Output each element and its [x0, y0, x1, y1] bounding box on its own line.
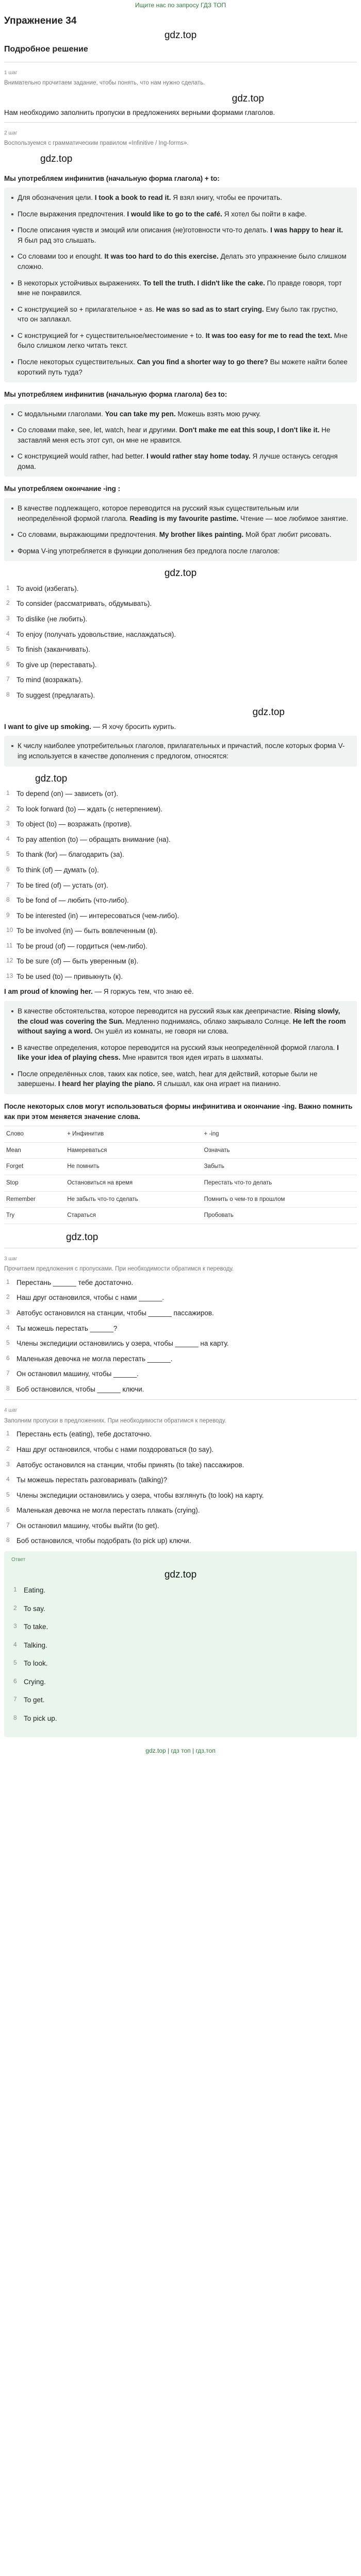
- rule-example: Don't make me eat this soup, I don't like it.: [179, 426, 320, 434]
- item-number: 10: [6, 926, 13, 934]
- rule-text: Для обозначения цели.: [18, 194, 95, 202]
- footer-link[interactable]: гдз топ: [171, 1747, 191, 1754]
- rule-example: Can you find a shorter way to go there?: [137, 358, 268, 366]
- exercise-item: [6, 1293, 357, 1303]
- item-number: 5: [6, 645, 10, 653]
- exercise-item: [6, 1384, 357, 1395]
- rule-block: [4, 404, 357, 477]
- rule-example: He left the room without saying a word.: [18, 1017, 346, 1036]
- rule-list: [11, 193, 350, 377]
- footer: gdz.top | гдз топ | гдз.топ: [145, 1747, 216, 1754]
- rule-item: [11, 225, 350, 245]
- watermark: gdz.top: [40, 154, 73, 165]
- rule-example: It was too easy for me to read the text.: [205, 331, 332, 340]
- watermark: gdz.top: [164, 568, 197, 579]
- item-text: To pick up.: [24, 1714, 57, 1722]
- item-text: To look.: [24, 1659, 48, 1668]
- rule-list: [11, 409, 350, 472]
- item-text: To be fond of — любить (что-либо).: [17, 896, 129, 905]
- rule-item: [11, 1043, 350, 1063]
- exercise-item: [6, 1338, 357, 1349]
- item-text: To take.: [24, 1623, 48, 1631]
- item-number: 9: [6, 911, 10, 919]
- item-number: 5: [6, 1490, 10, 1498]
- rule-translation: Вы можете найти более короткий путь туда?: [18, 358, 348, 376]
- rule-list: [11, 1006, 350, 1089]
- item-text: Crying.: [24, 1677, 46, 1686]
- table-body: [4, 1142, 357, 1224]
- rule-text: С конструкцией would rather, had better.: [18, 452, 147, 461]
- item-number: 1: [6, 1278, 10, 1285]
- exercise-list: [6, 1278, 357, 1395]
- item-number: 2: [6, 804, 10, 812]
- rule-list: [11, 741, 350, 761]
- example-english: I want to give up smoking.: [4, 722, 91, 731]
- rule-text: Со словами make, see, let, watch, hear и другими.: [18, 426, 179, 434]
- filled-exercise-item: [6, 1505, 357, 1516]
- rule-item: [11, 193, 350, 203]
- item-number: 2: [6, 1293, 10, 1301]
- verb-item: [6, 675, 357, 685]
- exercise-item: [6, 1354, 357, 1364]
- rule-example: To tell the truth. I didn't like the cake.: [143, 279, 265, 287]
- verb-item: [6, 850, 357, 860]
- rule-translation: Я был рад это слышать.: [18, 236, 96, 244]
- rule-block: [4, 1001, 357, 1094]
- item-number: 4: [6, 630, 10, 637]
- page-title: Упражнение 34: [4, 15, 77, 27]
- rule-example: You can take my pen.: [105, 410, 176, 418]
- rule-example: He was so sad as to start crying.: [156, 305, 264, 313]
- item-text: To thank (for) — благодарить (за).: [17, 851, 124, 859]
- rule-item: [11, 331, 350, 351]
- item-number: 6: [6, 1506, 10, 1514]
- rule-example: I would like to go to the café.: [127, 210, 222, 218]
- filled-exercise-item: [6, 1460, 357, 1470]
- table-cell: Пробовать: [202, 1208, 357, 1224]
- item-text: Боб остановился, чтобы подобрать (to pick up) ключи.: [17, 1537, 191, 1545]
- rule-translation: Медленно поднимаясь, облако закрывало Солнце.: [124, 1017, 293, 1025]
- filled-exercise-item: [6, 1475, 357, 1485]
- rule-item: [11, 251, 350, 272]
- table-cell: Намереваться: [65, 1142, 202, 1159]
- answer-label: Ответ: [11, 1556, 26, 1563]
- rule-translation: Я слышал, как она играет на пианино.: [155, 1080, 281, 1088]
- table-row: [4, 1191, 357, 1208]
- rule-text: Со словами, выражающими предпочтения.: [18, 531, 159, 539]
- item-text: To look forward (to) — ждать (с нетерпением).: [17, 805, 163, 813]
- item-number: 5: [6, 1339, 10, 1347]
- filled-exercise-item: [6, 1521, 357, 1531]
- verb-item: [6, 584, 357, 594]
- verb-item: [6, 804, 357, 815]
- rule-example: I was happy to hear it.: [270, 226, 343, 234]
- rule-text: В качестве обстоятельства, которое переводится на русский язык как деепричастие.: [18, 1007, 294, 1015]
- rule-text: С конструкцией for + существительное/местоимение + to.: [18, 331, 206, 340]
- step-label: 3 шаг: [4, 1256, 18, 1262]
- item-number: 6: [13, 1677, 17, 1685]
- section-heading: После некоторых слов могут использоваться формы инфинитива и окончание -ing. Важно помнить как при этом меняется значение слова.: [4, 1102, 353, 1121]
- verb-item: [6, 895, 357, 906]
- step-2: [4, 122, 357, 1245]
- item-number: 4: [6, 1476, 10, 1483]
- rule-item: [11, 530, 350, 540]
- step-1: [4, 62, 357, 118]
- rule-block: [4, 188, 357, 382]
- item-number: 1: [13, 1586, 17, 1594]
- item-text: To be sure (of) — быть уверенным (в).: [17, 957, 139, 965]
- item-text: To be involved (in) — быть вовлеченным (в).: [17, 927, 158, 935]
- item-number: 13: [6, 972, 13, 979]
- item-number: 4: [13, 1640, 17, 1648]
- item-number: 12: [6, 957, 13, 964]
- watermark: gdz.top: [66, 1232, 99, 1243]
- rule-item: [11, 425, 350, 445]
- verb-list: [6, 584, 357, 701]
- verb-item: [6, 660, 357, 670]
- item-number: 11: [6, 941, 13, 949]
- rule-translation: Чтение — мое любимое занятие.: [238, 514, 348, 522]
- item-text: Talking.: [24, 1641, 47, 1649]
- verb-meaning-table: [4, 1126, 357, 1224]
- table-cell: Не забыть что-то сделать: [65, 1191, 202, 1208]
- item-text: Наш друг остановился, чтобы с нами поздороваться (to say).: [17, 1446, 214, 1454]
- item-text: Ты можешь перестать разговаривать (talking)?: [17, 1476, 168, 1484]
- item-number: 3: [6, 1308, 10, 1316]
- table-cell: Помнить о чем-то в прошлом: [202, 1191, 357, 1208]
- item-number: 7: [6, 675, 10, 683]
- step-label: 4 шаг: [4, 1408, 18, 1414]
- rule-translation: Можешь взять мою ручку.: [175, 410, 261, 418]
- item-number: 3: [13, 1622, 17, 1630]
- rule-translation: Я хотел бы пойти в кафе.: [222, 210, 307, 218]
- item-number: 7: [6, 1369, 10, 1377]
- watermark: gdz.top: [252, 707, 285, 718]
- item-text: To depend (on) — зависеть (от).: [17, 790, 119, 798]
- item-number: 2: [13, 1604, 17, 1612]
- rule-example: It was too hard to do this exercise.: [104, 252, 219, 261]
- step-label: 1 шаг: [4, 70, 18, 76]
- rule-item: [11, 451, 350, 471]
- rule-item: [11, 1069, 350, 1089]
- rule-item: [11, 546, 350, 556]
- step-text: Нам необходимо заполнить пропуски в предложениях верными формами глаголов.: [4, 109, 275, 117]
- answer-item: [13, 1640, 350, 1651]
- item-text: Eating.: [24, 1586, 46, 1595]
- item-number: 8: [6, 1384, 10, 1392]
- item-text: To be interested (in) — интересоваться (чем-либо).: [17, 911, 179, 920]
- item-number: 6: [6, 1354, 10, 1362]
- answer-block: [4, 1551, 357, 1737]
- rule-translation: Мне нравится твоя идея играть в шахматы.: [120, 1054, 264, 1062]
- filled-exercise-item: [6, 1445, 357, 1455]
- section-heading: Мы употребляем окончание -ing :: [4, 485, 121, 493]
- table-cell: Остановиться на время: [65, 1175, 202, 1192]
- rule-translation: Не заставляй меня есть этот суп, он мне не нравится.: [18, 426, 331, 444]
- rule-item: [11, 278, 350, 298]
- item-number: 6: [6, 865, 10, 873]
- table-cell: Stop: [4, 1175, 65, 1192]
- verb-item: [6, 835, 357, 845]
- item-number: 7: [6, 880, 10, 888]
- item-text: To consider (рассматривать, обдумывать).: [17, 600, 152, 608]
- item-text: Члены экспедиции остановились у озера, чтобы ______ на карту.: [17, 1340, 229, 1348]
- answer-item: [13, 1695, 350, 1705]
- table-row: [4, 1175, 357, 1192]
- step-label: 2 шаг: [4, 130, 18, 136]
- rule-item: [11, 357, 350, 377]
- item-number: 5: [6, 850, 10, 858]
- table-cell: Mean: [4, 1142, 65, 1159]
- verb-item: [6, 645, 357, 655]
- item-number: 8: [6, 1536, 10, 1544]
- section-heading: Мы употребляем инфинитив (начальную форма глагола) + to:: [4, 174, 220, 182]
- item-text: Автобус остановился на станции, чтобы принять (to take) пассажиров.: [17, 1461, 244, 1469]
- item-number: 7: [13, 1696, 17, 1703]
- watermark: gdz.top: [232, 93, 264, 104]
- item-number: 3: [6, 614, 10, 622]
- item-text: Боб остановился, чтобы ______ ключи.: [17, 1385, 144, 1393]
- example-translation: — Я горжусь тем, что знаю её.: [92, 988, 194, 996]
- item-text: To mind (возражать).: [17, 676, 83, 684]
- item-text: To dislike (не любить).: [17, 615, 88, 623]
- example-translation: — Я хочу бросить курить.: [91, 722, 176, 731]
- item-number: 3: [6, 1460, 10, 1468]
- rule-translation: Я взял книгу, чтобы ее прочитать.: [171, 194, 282, 202]
- table-cell: Не помнить: [65, 1159, 202, 1175]
- exercise-item: [6, 1324, 357, 1334]
- verb-item: [6, 690, 357, 701]
- solution-subtitle: Подробное решение: [4, 45, 88, 54]
- item-number: 1: [6, 1430, 10, 1437]
- item-text: To object (to) — возражать (против).: [17, 820, 132, 828]
- item-text: To be tired (of) — устать (от).: [17, 881, 108, 889]
- rule-item: [11, 503, 350, 523]
- exercise-item: [6, 1369, 357, 1379]
- example: [4, 722, 357, 732]
- rule-text: После некоторых существительных.: [18, 358, 137, 366]
- rule-example: I heard her playing the piano.: [58, 1080, 155, 1088]
- item-number: 6: [6, 660, 10, 668]
- rule-text: Форма V-ing употребляется в функции дополнения без предлога после глаголов:: [18, 547, 280, 555]
- step-description: Внимательно прочитаем задание, чтобы понять, что нам нужно сделать.: [4, 80, 205, 87]
- item-number: 7: [6, 1521, 10, 1529]
- table-cell: Означать: [202, 1142, 357, 1159]
- table-row: [4, 1208, 357, 1224]
- filled-exercise-item: [6, 1490, 357, 1501]
- rule-item: [11, 1006, 350, 1037]
- item-number: 3: [6, 820, 10, 827]
- verb-item: [6, 599, 357, 609]
- verb-item: [6, 789, 357, 799]
- table-cell: Remember: [4, 1191, 65, 1208]
- rule-translation: Мой брат любит рисовать.: [243, 531, 332, 539]
- rule-translation: Я лучше останусь сегодня дома.: [18, 452, 338, 470]
- item-text: To suggest (предлагать).: [17, 691, 95, 699]
- table-header-cell: + -ing: [202, 1126, 357, 1143]
- item-number: 4: [6, 1324, 10, 1331]
- rule-example: My brother likes painting.: [159, 531, 244, 539]
- watermark: gdz.top: [164, 1569, 197, 1581]
- answer-item: [13, 1604, 350, 1614]
- verb-item: [6, 880, 357, 891]
- rule-block: [4, 736, 357, 766]
- rule-item: [11, 209, 350, 219]
- verb-item: [6, 614, 357, 624]
- table-row: [4, 1159, 357, 1175]
- rule-block: [4, 498, 357, 561]
- rule-text: После определённых слов, таких как notice, see, watch, hear для действий, которые были не завершены.: [18, 1070, 318, 1088]
- step-3: [4, 1248, 357, 1395]
- verb-item: [6, 956, 357, 967]
- footer-link[interactable]: gdz.top: [145, 1747, 166, 1754]
- item-text: To finish (заканчивать).: [17, 646, 90, 654]
- answer-item: [13, 1622, 350, 1632]
- item-text: Перестань есть (eating), тебе достаточно.: [17, 1430, 152, 1438]
- item-text: To get.: [24, 1696, 45, 1704]
- rule-text: В качестве подлежащего, которое переводится на русский язык существительным или неопределённой формой глагола.: [18, 504, 299, 522]
- item-text: To enjoy (получать удовольствие, наслаждаться).: [17, 630, 176, 638]
- rule-text: После описания чувств и эмоций или описания (не)готовности что-то делать.: [18, 226, 271, 234]
- verb-item: [6, 926, 357, 936]
- rule-item: [11, 741, 350, 761]
- answer-item: [13, 1677, 350, 1687]
- item-number: 2: [6, 1445, 10, 1453]
- item-text: To give up (переставать).: [17, 660, 97, 669]
- rule-translation: По правде говоря, торт мне не понравился.: [18, 279, 342, 297]
- rule-example: I took a book to read it.: [94, 194, 171, 202]
- verb-list: [6, 789, 357, 981]
- rule-list: [11, 503, 350, 556]
- item-text: Маленькая девочка не могла перестать ______.: [17, 1354, 173, 1363]
- filled-exercise-item: [6, 1536, 357, 1546]
- item-text: Наш друг остановился, чтобы с нами ______.: [17, 1294, 165, 1302]
- answer-list: [13, 1585, 350, 1724]
- item-text: To pay attention (to) — обращать внимание (на).: [17, 835, 171, 843]
- rule-text: С конструкцией so + прилагательное + as.: [18, 305, 156, 313]
- rule-translation: Ему было так грустно, что он заплакал.: [18, 305, 338, 324]
- rule-text: К числу наиболее употребительных глаголов, прилагательных и причастий, после которых форма V-ing используется в качестве дополнения с предлогом, относятся:: [18, 742, 345, 760]
- table-cell: Forget: [4, 1159, 65, 1175]
- item-text: Автобус остановился на станции, чтобы ______ пассажиров.: [17, 1309, 214, 1317]
- rule-example: I like your idea of playing chess.: [18, 1043, 339, 1062]
- verb-item: [6, 865, 357, 875]
- table-header-cell: + Инфинитив: [65, 1126, 202, 1143]
- rule-translation: Он ушёл из комнаты, не говоря ни слова.: [92, 1027, 229, 1036]
- rule-translation: Мне было слишком легко читать текст.: [18, 331, 348, 350]
- exercise-item: [6, 1278, 357, 1288]
- footer-link[interactable]: гдз.топ: [195, 1747, 216, 1754]
- exercise-item: [6, 1308, 357, 1318]
- rule-item: [11, 304, 350, 325]
- item-text: Перестань ______ тебе достаточно.: [17, 1278, 134, 1286]
- table-row: [4, 1142, 357, 1159]
- rule-text: С модальными глаголами.: [18, 410, 105, 418]
- table-cell: Стараться: [65, 1208, 202, 1224]
- item-number: 2: [6, 599, 10, 607]
- item-text: Маленькая девочка не могла перестать плакать (crying).: [17, 1506, 200, 1515]
- item-text: To be proud (of) — гордиться (чем-либо).: [17, 942, 147, 950]
- item-text: Ты можешь перестать ______?: [17, 1324, 118, 1332]
- rule-translation: Делать это упражнение было слишком сложно.: [18, 252, 347, 271]
- rule-example: I would rather stay home today.: [146, 452, 251, 461]
- item-text: To be used (to) — привыкнуть (к).: [17, 972, 123, 980]
- verb-item: [6, 972, 357, 982]
- table-cell: Забыть: [202, 1159, 357, 1175]
- step-description: Прочитаем предложения с пропусками. При необходимости обратимся к переводу.: [4, 1266, 234, 1273]
- item-text: Он остановил машину, чтобы ______.: [17, 1370, 139, 1378]
- table-header-cell: Слово: [4, 1126, 65, 1143]
- item-number: 5: [13, 1659, 17, 1667]
- item-text: Он остановил машину, чтобы выйти (to get).: [17, 1521, 159, 1530]
- item-text: Члены экспедиции остановились у озера, чтобы взглянуть (to look) на карту.: [17, 1491, 264, 1499]
- item-text: To say.: [24, 1604, 45, 1613]
- item-number: 1: [6, 584, 10, 591]
- item-number: 8: [13, 1714, 17, 1721]
- verb-item: [6, 819, 357, 829]
- verb-item: [6, 630, 357, 640]
- answer-item: [13, 1585, 350, 1596]
- item-text: To think (of) — думать (о).: [17, 866, 99, 874]
- rule-text: В качестве определения, которое переводится на русский язык неопределённой формой глагола.: [18, 1043, 337, 1052]
- verb-item: [6, 941, 357, 952]
- watermark: gdz.top: [35, 773, 68, 784]
- item-number: 4: [6, 835, 10, 842]
- step-4: [4, 1399, 357, 1546]
- verb-item: [6, 911, 357, 921]
- filled-exercise-list: [6, 1429, 357, 1546]
- rule-text: Со словами too и enought.: [18, 252, 105, 261]
- item-number: 8: [6, 896, 10, 904]
- step-description: Воспользуемся с грамматическим правилом «Infinitive / Ing-forms».: [4, 140, 189, 147]
- rule-example: Rising slowly, the cloud was covering the Sun.: [18, 1007, 340, 1025]
- example-english: I am proud of knowing her.: [4, 988, 93, 996]
- rule-item: [11, 409, 350, 419]
- item-text: To avoid (избегать).: [17, 584, 79, 592]
- answer-item: [13, 1658, 350, 1669]
- rule-example: Reading is my favourite pastime.: [129, 514, 239, 522]
- answer-item: [13, 1714, 350, 1724]
- search-hint-link[interactable]: Ищите нас по запросу ГДЗ ТОП: [135, 2, 226, 9]
- step-description: Заполним пропуски в предложениях. При необходимости обратимся к переводу.: [4, 1417, 226, 1424]
- table-cell: Try: [4, 1208, 65, 1224]
- item-number: 8: [6, 690, 10, 698]
- rule-text: После выражения предпочтения.: [18, 210, 127, 218]
- watermark: gdz.top: [164, 29, 197, 41]
- rule-text: В некоторых устойчивых выражениях.: [18, 279, 143, 287]
- filled-exercise-item: [6, 1429, 357, 1439]
- section-heading: Мы употребляем инфинитив (начальную форма глагола) без to:: [4, 391, 227, 399]
- table-cell: Перестать что-то делать: [202, 1175, 357, 1192]
- item-number: 1: [6, 789, 10, 797]
- example: [4, 987, 357, 997]
- table-header-row: [4, 1126, 357, 1143]
